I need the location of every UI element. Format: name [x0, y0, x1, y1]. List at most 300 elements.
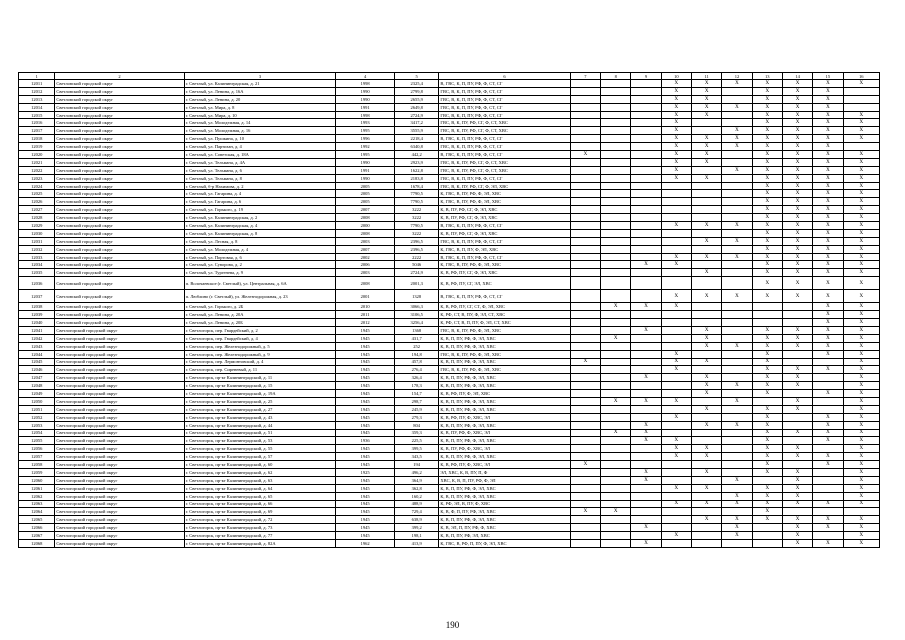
table-cell: г. Светлый, ул. Пушкина, д. 10	[184, 135, 336, 143]
table-cell: ГВС, В, К, ПУ, РФ, СГ, Ф, СТ, ХВС	[439, 166, 570, 174]
table-cell	[843, 143, 879, 151]
table-cell	[782, 350, 812, 358]
table-cell: 2005	[336, 190, 395, 198]
table-cell: 1945	[336, 500, 395, 508]
table-cell: Х	[843, 269, 879, 277]
table-cell: Х	[843, 222, 879, 230]
table-cell: Х	[813, 326, 843, 334]
table-cell: г. Светлогорск, пер. Лермонтовский, д. 4	[184, 358, 336, 366]
table-cell: 12033	[19, 253, 55, 261]
table-cell	[752, 319, 782, 327]
table-cell	[813, 358, 843, 366]
table-cell: Х	[661, 350, 691, 358]
table-cell	[661, 390, 691, 398]
table-cell	[813, 508, 843, 516]
table-row	[19, 516, 880, 524]
table-cell: Х	[843, 397, 879, 405]
table-cell: 1945	[336, 350, 395, 358]
table-cell: Х	[752, 413, 782, 421]
table-cell: 2396,5	[394, 245, 438, 253]
table-cell: Х	[843, 413, 879, 421]
table-cell: г. Светлый, ул. Тельмана, д. 4А	[184, 158, 336, 166]
table-cell: Х	[722, 143, 752, 151]
table-cell: г. Светлый, ул. Калининградская, д. 4	[184, 222, 336, 230]
table-cell: 2001	[336, 290, 395, 303]
table-cell: Х	[843, 500, 879, 508]
table-cell	[601, 326, 631, 334]
table-cell: г. Светлый, ул. Гагарина, д. 4	[184, 190, 336, 198]
table-cell	[691, 437, 721, 445]
table-cell: Х	[813, 174, 843, 182]
table-cell: г. Светлогорск, пр-кт Калининградский, д. 63	[184, 476, 336, 484]
table-cell: Светловский городской округ	[55, 269, 184, 277]
table-cell	[601, 319, 631, 327]
table-row	[19, 350, 880, 358]
table-cell: Х	[782, 492, 812, 500]
table-cell: К, ГВС, В, ПУ, РФ, Ф, ЭЛ, ХВС	[439, 198, 570, 206]
table-cell: Х	[813, 453, 843, 461]
table-cell: Х	[813, 429, 843, 437]
table-cell: Х	[782, 95, 812, 103]
table-cell	[722, 206, 752, 214]
table-cell: К, В, П, ПУ, РФ, Ф, ЭЛ, ХВС	[439, 492, 570, 500]
table-cell: 2923,9	[394, 158, 438, 166]
table-cell: Х	[782, 334, 812, 342]
table-cell: п. Люблино (г. Светлый), ул. Железнодорожная, д. 23	[184, 290, 336, 303]
table-cell: Х	[691, 484, 721, 492]
table-cell: г. Светлый, ул. Калининградская, д. 8	[184, 229, 336, 237]
table-cell: Х	[782, 190, 812, 198]
table-cell	[691, 303, 721, 311]
table-cell: Светловский городской округ	[55, 198, 184, 206]
table-cell: Х	[722, 80, 752, 88]
table-cell: Х	[843, 290, 879, 303]
table-cell	[631, 277, 661, 290]
table-cell: Х	[782, 182, 812, 190]
table-cell	[601, 269, 631, 277]
table-cell: 1945	[336, 524, 395, 532]
table-cell: Х	[813, 461, 843, 469]
table-cell: 488,9	[394, 500, 438, 508]
column-header: 4	[336, 73, 395, 80]
table-cell	[722, 229, 752, 237]
table-cell	[691, 311, 721, 319]
table-cell: п. Волочаевское (г. Светлый), ул. Центральная, д. 6А	[184, 277, 336, 290]
table-cell: Х	[782, 174, 812, 182]
table-cell: Х	[843, 319, 879, 327]
table-cell: Светловский городской округ	[55, 166, 184, 174]
table-cell: 457,8	[394, 358, 438, 366]
table-cell	[631, 190, 661, 198]
table-cell	[661, 516, 691, 524]
table-cell: Х	[782, 342, 812, 350]
table-cell: Х	[813, 366, 843, 374]
table-cell: Х	[691, 80, 721, 88]
table-cell: Х	[752, 103, 782, 111]
table-cell: 276,4	[394, 366, 438, 374]
table-cell	[570, 319, 600, 327]
table-cell: ГВС, В, К, П, ПУ, РФ, Ф, СТ, СГ	[439, 143, 570, 151]
table-cell: 2724,9	[394, 269, 438, 277]
table-cell: 12012	[19, 87, 55, 95]
table-cell: г. Светлый, ул. Ленина, д. 20А	[184, 311, 336, 319]
table-cell: Х	[661, 532, 691, 540]
table-cell	[570, 524, 600, 532]
table-cell: Х	[601, 334, 631, 342]
table-cell: Х	[691, 405, 721, 413]
table-cell: г. Светлогорск, пр-кт Калининградский, д. 66	[184, 500, 336, 508]
table-cell: Х	[752, 342, 782, 350]
table-cell: Х	[691, 453, 721, 461]
table-row	[19, 532, 880, 540]
table-cell	[601, 405, 631, 413]
table-cell	[601, 390, 631, 398]
table-cell	[661, 190, 691, 198]
table-row	[19, 342, 880, 350]
table-cell	[722, 334, 752, 342]
table-cell: К, В, РФ, ПУ, Ф, ХВС, ЭЛ	[439, 413, 570, 421]
table-cell	[691, 182, 721, 190]
table-cell: 12031	[19, 237, 55, 245]
table-cell: Х	[843, 253, 879, 261]
table-cell	[722, 214, 752, 222]
table-cell: 12044	[19, 350, 55, 358]
table-cell: Светловский городской округ	[55, 237, 184, 245]
table-cell: 12051	[19, 405, 55, 413]
table-cell	[691, 539, 721, 547]
table-cell: Х	[752, 366, 782, 374]
table-row	[19, 87, 880, 95]
table-cell: 194,8	[394, 350, 438, 358]
table-cell: Светловский городской округ	[55, 311, 184, 319]
table-cell: 12060	[19, 476, 55, 484]
table-cell	[570, 303, 600, 311]
table-cell	[722, 119, 752, 127]
table-cell: Х	[691, 500, 721, 508]
table-cell: Х	[782, 103, 812, 111]
table-cell: 2799,8	[394, 87, 438, 95]
table-cell: Х	[843, 461, 879, 469]
table-cell	[691, 508, 721, 516]
table-cell: Х	[813, 119, 843, 127]
table-cell	[601, 492, 631, 500]
table-cell: Х	[813, 245, 843, 253]
table-cell: 3222	[394, 206, 438, 214]
table-cell: Х	[782, 80, 812, 88]
table-cell: 12037	[19, 290, 55, 303]
table-cell: Х	[752, 166, 782, 174]
table-cell: Х	[782, 237, 812, 245]
table-cell: Х	[813, 261, 843, 269]
table-cell: Х	[752, 111, 782, 119]
table-cell	[691, 190, 721, 198]
table-cell: Х	[661, 253, 691, 261]
housing-registry-table	[18, 72, 880, 548]
table-cell: Х	[813, 421, 843, 429]
table-cell: Х	[782, 198, 812, 206]
table-cell	[813, 374, 843, 382]
table-cell	[570, 174, 600, 182]
column-header: 16	[843, 73, 879, 80]
table-cell: Х	[782, 214, 812, 222]
table-cell: 12023	[19, 174, 55, 182]
table-cell	[601, 261, 631, 269]
table-cell: Х	[843, 119, 879, 127]
table-cell: Х	[631, 524, 661, 532]
table-cell: В, ГВС, К, П, ПУ, РФ, Ф, СТ, СГ	[439, 151, 570, 159]
table-row	[19, 366, 880, 374]
table-row	[19, 290, 880, 303]
table-cell: 12028	[19, 214, 55, 222]
table-cell: К, В, П, ПУ, РФ, Ф, ЭЛ, ХВС	[439, 421, 570, 429]
table-cell	[722, 277, 752, 290]
table-cell: 12027	[19, 206, 55, 214]
table-row	[19, 421, 880, 429]
table-cell: 1995	[336, 151, 395, 159]
table-cell	[601, 468, 631, 476]
table-cell	[601, 245, 631, 253]
table-cell	[601, 453, 631, 461]
table-cell	[570, 182, 600, 190]
table-cell: 2008	[336, 277, 395, 290]
table-cell: Х	[752, 119, 782, 127]
table-cell: Х	[601, 397, 631, 405]
table-cell: 1945	[336, 358, 395, 366]
table-cell	[631, 311, 661, 319]
table-cell	[570, 453, 600, 461]
table-cell: Х	[813, 143, 843, 151]
table-cell: К, В, РФ, ПУ, Ф, ЭЛ, ХВС	[439, 390, 570, 398]
table-cell: г. Светлогорск, пр-кт Калининградский, д. 55	[184, 445, 336, 453]
table-cell	[570, 253, 600, 261]
table-cell: Х	[752, 484, 782, 492]
table-cell	[782, 319, 812, 327]
table-cell	[570, 190, 600, 198]
table-cell: Х	[843, 261, 879, 269]
table-cell: Х	[843, 158, 879, 166]
table-cell: Х	[782, 516, 812, 524]
table-cell: г. Светлый, ул. Мира, д. 8	[184, 103, 336, 111]
column-header: 2	[55, 73, 184, 80]
table-cell: г. Светлогорск, пер. Гвардейский, д. 2	[184, 326, 336, 334]
table-cell: Х	[813, 190, 843, 198]
table-cell: 1945	[336, 326, 395, 334]
table-cell	[661, 334, 691, 342]
table-cell: 2649,8	[394, 103, 438, 111]
table-cell	[631, 95, 661, 103]
table-cell	[722, 174, 752, 182]
table-cell: Светлогорский городской округ	[55, 516, 184, 524]
table-cell: Светлогорский городской округ	[55, 326, 184, 334]
table-cell	[752, 303, 782, 311]
table-cell: Х	[813, 87, 843, 95]
table-cell: Х	[631, 374, 661, 382]
table-cell: г. Светлый, ул. Калининградская, д. 2	[184, 214, 336, 222]
table-cell: 12024	[19, 182, 55, 190]
table-row	[19, 269, 880, 277]
table-cell: 3066,3	[394, 303, 438, 311]
table-cell: Х	[661, 500, 691, 508]
table-cell: Х	[782, 222, 812, 230]
table-cell	[570, 135, 600, 143]
table-cell	[722, 429, 752, 437]
table-cell	[782, 437, 812, 445]
table-cell: г. Светлогорск, пер. Железнодорожный, д. 5	[184, 342, 336, 350]
table-cell: Х	[782, 539, 812, 547]
table-cell: 12013	[19, 95, 55, 103]
table-cell	[601, 87, 631, 95]
table-cell	[601, 358, 631, 366]
table-cell: Светловский городской округ	[55, 95, 184, 103]
table-cell: Х	[661, 366, 691, 374]
table-cell	[570, 245, 600, 253]
table-cell	[601, 229, 631, 237]
table-cell: г. Светлогорск, пр-кт Калининградский, д. 82А	[184, 539, 336, 547]
table-cell: г. Светлый, ул. Мира, д. 10	[184, 111, 336, 119]
table-row	[19, 484, 880, 492]
table-row	[19, 237, 880, 245]
table-cell: Х	[782, 397, 812, 405]
table-cell	[722, 437, 752, 445]
table-row	[19, 524, 880, 532]
table-cell: Х	[843, 532, 879, 540]
table-cell: 3555,9	[394, 127, 438, 135]
table-cell: Х	[813, 342, 843, 350]
table-cell: Х	[752, 405, 782, 413]
table-cell: 12058	[19, 461, 55, 469]
table-row	[19, 437, 880, 445]
table-cell	[601, 350, 631, 358]
table-row	[19, 103, 880, 111]
table-cell	[691, 214, 721, 222]
table-cell: Х	[813, 135, 843, 143]
table-cell: 12053	[19, 421, 55, 429]
table-cell: Х	[813, 103, 843, 111]
table-row	[19, 229, 880, 237]
table-cell	[570, 95, 600, 103]
table-cell	[722, 111, 752, 119]
table-cell: Х	[691, 95, 721, 103]
table-cell: 2325,4	[394, 80, 438, 88]
table-cell	[601, 214, 631, 222]
column-header: 5	[394, 73, 438, 80]
table-cell: Светловский городской округ	[55, 261, 184, 269]
table-cell: К, В, П, ПУ, РФ, Ф, ЭЛ, ХВС	[439, 382, 570, 390]
table-cell: Х	[661, 437, 691, 445]
table-cell	[570, 492, 600, 500]
table-cell: Х	[691, 390, 721, 398]
table-cell: г. Светлогорск, пр-кт Калининградский, д. 64	[184, 484, 336, 492]
table-cell: 1993	[336, 119, 395, 127]
table-cell: 7790,5	[394, 222, 438, 230]
table-cell: г. Светлый, ул. Гагарина, д. 6	[184, 198, 336, 206]
table-cell	[601, 516, 631, 524]
table-cell	[661, 277, 691, 290]
table-cell: 12022	[19, 166, 55, 174]
table-cell: Х	[843, 303, 879, 311]
table-cell: 399,5	[394, 445, 438, 453]
table-cell	[722, 151, 752, 159]
table-cell	[570, 539, 600, 547]
table-cell: Светлогорский городской округ	[55, 374, 184, 382]
table-cell: 1945	[336, 405, 395, 413]
table-cell	[631, 111, 661, 119]
table-cell: 12054	[19, 429, 55, 437]
table-cell: 298,7	[394, 397, 438, 405]
table-cell: Х	[782, 524, 812, 532]
table-body	[19, 73, 880, 548]
table-cell: Х	[631, 326, 661, 334]
table-row	[19, 222, 880, 230]
table-cell	[601, 222, 631, 230]
table-cell	[601, 500, 631, 508]
table-cell: 12036	[19, 277, 55, 290]
table-cell: Х	[813, 277, 843, 290]
table-row	[19, 143, 880, 151]
column-header: 7	[570, 73, 600, 80]
table-cell: Х	[661, 290, 691, 303]
table-cell: Светлогорский городской округ	[55, 500, 184, 508]
table-cell: Х	[752, 492, 782, 500]
table-cell: г. Светлый, ул. Горького, д. 19	[184, 206, 336, 214]
table-cell: 6340,8	[394, 143, 438, 151]
table-cell: 1925	[336, 468, 395, 476]
table-cell: Х	[722, 135, 752, 143]
table-cell: Светловский городской округ	[55, 182, 184, 190]
table-cell: Х	[722, 127, 752, 135]
table-cell	[691, 524, 721, 532]
table-cell: Светловский городской округ	[55, 174, 184, 182]
table-cell	[601, 342, 631, 350]
table-cell	[570, 143, 600, 151]
table-cell: г. Светлогорск, пр-кт Калининградский, д. 65	[184, 492, 336, 500]
table-cell: ГВС, В, К, П, ПУ, РФ, Ф, СТ, СГ	[439, 111, 570, 119]
table-cell: Х	[752, 127, 782, 135]
table-cell: Х	[813, 311, 843, 319]
table-cell: Х	[813, 334, 843, 342]
table-cell: Х	[752, 468, 782, 476]
table-cell	[601, 127, 631, 135]
table-cell: В, ГВС, К, П, ПУ, РФ, Ф, СТ, СГ	[439, 253, 570, 261]
table-cell	[722, 158, 752, 166]
table-cell: 2011	[336, 311, 395, 319]
table-cell: 12020	[19, 151, 55, 159]
table-cell: Х	[843, 437, 879, 445]
table-cell	[631, 319, 661, 327]
column-header: 6	[439, 73, 570, 80]
table-cell: 12061	[19, 484, 55, 492]
table-cell: Х	[843, 405, 879, 413]
table-cell: Х	[661, 445, 691, 453]
table-cell	[570, 206, 600, 214]
table-cell: 1990	[336, 158, 395, 166]
table-cell: Х	[782, 445, 812, 453]
table-cell: 1945	[336, 366, 395, 374]
table-cell: 12041	[19, 326, 55, 334]
table-cell: Х	[691, 151, 721, 159]
table-cell: ГВС, В, К, ПУ, РФ, СГ, Ф, ЭЛ, ХВС	[439, 182, 570, 190]
table-cell: Х	[661, 158, 691, 166]
table-cell: Х	[752, 334, 782, 342]
table-cell: Х	[813, 390, 843, 398]
table-cell: 2001,3	[394, 277, 438, 290]
table-cell	[813, 405, 843, 413]
table-cell: ГВС, В, К, ПУ, РФ, СГ, Ф, СТ, ХВС	[439, 127, 570, 135]
table-cell: 12030	[19, 229, 55, 237]
table-cell: Х	[782, 476, 812, 484]
table-cell: Х	[691, 374, 721, 382]
table-cell: Х	[813, 350, 843, 358]
